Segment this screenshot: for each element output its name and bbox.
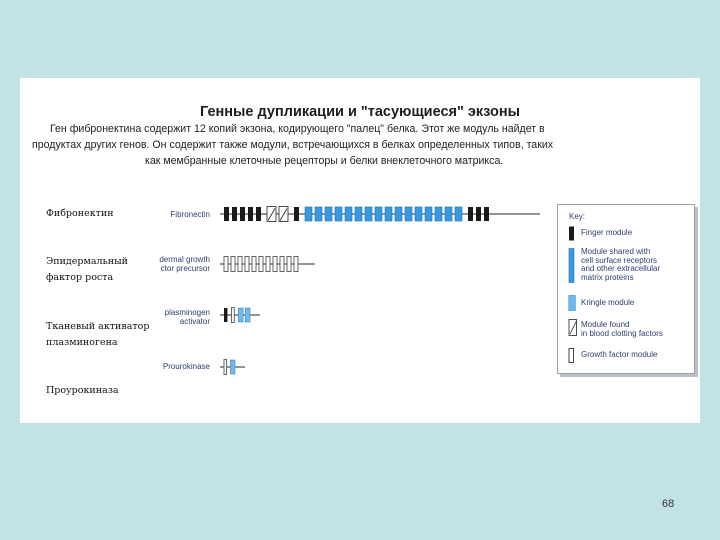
growth-factor-module — [280, 257, 284, 272]
key-label-line: cell surface receptors — [581, 255, 658, 265]
kringle-module — [230, 360, 235, 374]
growth-factor-module — [224, 360, 227, 375]
clotting-module-swatch — [568, 319, 578, 337]
kringle-module-swatch — [568, 295, 577, 311]
finger-module — [294, 207, 299, 221]
key-label-finger — [581, 229, 632, 238]
en-label-line: activator — [179, 317, 210, 326]
gene-row-0 — [220, 207, 540, 222]
growth-factor-module — [294, 257, 298, 272]
shared-module — [445, 207, 452, 221]
kringle-module — [245, 308, 250, 322]
shared-module — [325, 207, 332, 221]
slide-panel — [20, 78, 700, 423]
shared-module — [315, 207, 322, 221]
finger-module — [468, 207, 473, 221]
shared-module — [355, 207, 362, 221]
key-label-line: Finger module — [581, 228, 633, 237]
key-label-kringle — [581, 299, 634, 308]
ru-label-line: плазминогена — [46, 337, 118, 348]
growth-factor-module — [287, 257, 291, 272]
finger-module — [224, 207, 229, 221]
shared-module — [385, 207, 392, 221]
finger-module-swatch — [568, 226, 576, 241]
key-label-shared — [581, 248, 660, 282]
gene-row-3 — [220, 360, 245, 375]
shared-module — [365, 207, 372, 221]
finger-module — [224, 308, 227, 322]
finger-module — [232, 207, 237, 221]
growth-factor-module — [231, 257, 235, 272]
page-number: 68 — [662, 498, 675, 510]
shared-module — [415, 207, 422, 221]
growth-factor-module — [232, 308, 235, 323]
key-label-line: Module found — [581, 320, 630, 329]
shared-module — [425, 207, 432, 221]
ru-label-line: Проурокиназа — [46, 385, 119, 396]
growth-factor-module — [238, 257, 242, 272]
key-label-line: matrix proteins — [581, 272, 634, 282]
gene-row-2 — [220, 308, 260, 323]
finger-module — [248, 207, 253, 221]
finger-module — [484, 207, 489, 221]
shared-module — [345, 207, 352, 221]
key-label-line: Kringle module — [581, 298, 635, 307]
ru-label-line: Фибронектин — [46, 208, 114, 219]
growth-factor-module — [273, 257, 277, 272]
key-label-line: in blood clotting factors — [581, 328, 663, 338]
growth-factor-module — [224, 257, 228, 272]
en-label-line: Fibronectin — [170, 210, 210, 219]
key-label-line: Growth factor module — [581, 350, 658, 359]
key-label-line: Module shared with — [581, 247, 651, 256]
legend-key — [557, 204, 695, 374]
shared-module — [335, 207, 342, 221]
shared-module — [375, 207, 382, 221]
shared-module — [405, 207, 412, 221]
en-label-line: plasminogen — [164, 308, 210, 317]
finger-module — [240, 207, 245, 221]
finger-module — [256, 207, 261, 221]
intro-line-1: Ген фибронектина содержит 12 копий экзона, кодирующего "палец" белка. Этот же модуль найдет в — [50, 123, 545, 135]
intro-line-2: продуктах других генов. Он содержит также модули, встречающихся в белках определенных типов, таких — [32, 139, 554, 151]
key-label-line: and other extracellular — [581, 264, 661, 274]
growth-factor-module — [266, 257, 270, 272]
ru-label-line: Тканевый активатор — [46, 321, 150, 332]
en-label-line: dermal growth — [159, 255, 210, 264]
shared-module — [395, 207, 402, 221]
growth-factor-module — [252, 257, 256, 272]
key-title: Key: — [569, 212, 586, 221]
growth-factor-module — [245, 257, 249, 272]
ru-label-line: Эпидермальный — [46, 256, 128, 267]
kringle-module — [238, 308, 243, 322]
finger-module — [476, 207, 481, 221]
ru-label-line: фактор роста — [46, 272, 114, 283]
shared-module — [305, 207, 312, 221]
gene-row-1 — [220, 257, 315, 272]
growth-factor-module — [259, 257, 263, 272]
key-label-clotting — [581, 321, 663, 338]
key-label-growth — [581, 351, 657, 360]
growth-factor-module-swatch — [568, 348, 576, 364]
shared-module — [435, 207, 442, 221]
shared-module-swatch — [568, 248, 576, 284]
intro-line-3: как мембранные клеточные рецепторы и белки внеклеточного матрикса. — [145, 155, 504, 167]
shared-module — [455, 207, 462, 221]
slide-title: Генные дупликации и "тасующиеся" экзоны — [199, 104, 520, 120]
en-label-line: Prourokinase — [162, 362, 210, 371]
en-label-line: ctor precursor — [160, 264, 210, 273]
